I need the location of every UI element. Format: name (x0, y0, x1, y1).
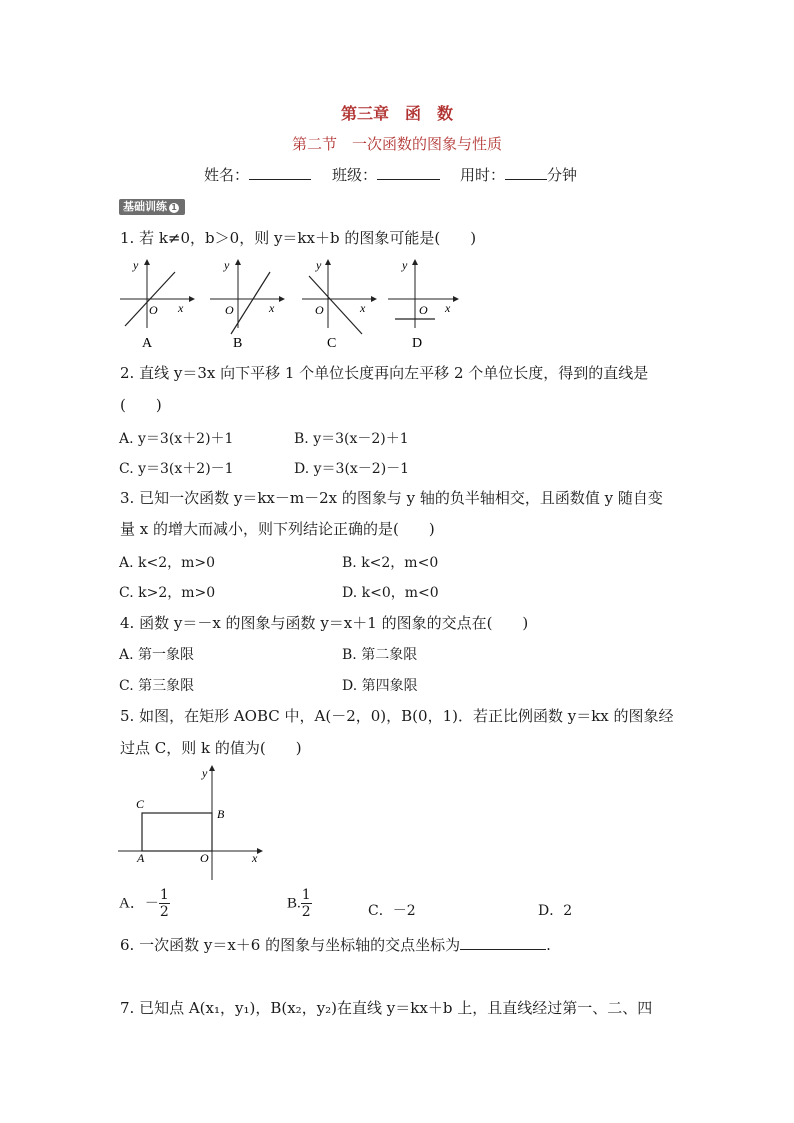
graph-b-origin: O (225, 303, 234, 317)
q5-option-b-fraction (301, 887, 312, 920)
q5-option-b-den: 2 (301, 904, 311, 920)
question-2-line1: 2. 直线 y＝3x 向下平移 1 个单位长度再向左平移 2 个单位长度，得到的直线是 (120, 364, 649, 382)
q3-option-a[interactable]: A. k<2，m>0 (119, 555, 216, 571)
q4-option-d[interactable]: D. 第四象限 (342, 678, 418, 694)
q5-option-a-sign: － (144, 895, 159, 912)
graph-d-label: D (412, 336, 423, 351)
graph-c-label: C (327, 336, 337, 351)
section-title: 第二节 一次函数的图象与性质 (291, 135, 502, 153)
graph-d[interactable] (388, 258, 458, 351)
badge-label: 基础训练 (123, 200, 167, 213)
fig5-point-a: A (137, 851, 145, 865)
time-label: 用时： (460, 166, 506, 184)
question-6 (120, 934, 551, 955)
fig5-origin: O (200, 851, 209, 865)
time-blank[interactable] (505, 165, 547, 180)
fig5-y: y (202, 766, 208, 780)
graph-d-y: y (402, 258, 408, 272)
q3-option-c[interactable]: C. k>2，m>0 (119, 585, 216, 601)
q2-option-b[interactable]: B. y＝3(x－2)＋1 (294, 431, 409, 447)
graph-d-x: x (445, 301, 451, 315)
q2-option-c[interactable]: C. y＝3(x＋2)－1 (119, 461, 234, 477)
question-3-line1: 3. 已知一次函数 y＝kx－m－2x 的图象与 y 轴的负半轴相交，且函数值 y 随自变 (120, 489, 663, 507)
question-4: 4. 函数 y＝－x 的图象与函数 y＝x＋1 的图象的交点在( ) (120, 614, 529, 632)
q5-option-a[interactable] (119, 887, 170, 920)
graph-a-x: x (178, 301, 184, 315)
question-6-answer-blank[interactable] (460, 935, 546, 950)
class-blank[interactable] (377, 165, 440, 180)
class-label: 班级： (332, 166, 378, 184)
q5-option-a-fraction (159, 887, 170, 920)
graph-a-origin: O (149, 303, 158, 317)
q2-option-a[interactable]: A. y＝3(x＋2)＋1 (119, 431, 234, 447)
fig5-point-c: C (136, 797, 145, 811)
graph-b[interactable] (210, 258, 284, 351)
q4-option-b[interactable]: B. 第二象限 (342, 647, 418, 663)
question-1-graphs (112, 256, 472, 352)
name-blank[interactable] (249, 165, 311, 180)
q3-option-b[interactable]: B. k<2，m<0 (342, 555, 439, 571)
q5-option-b-label: B. (287, 895, 301, 912)
practice-badge (119, 199, 185, 215)
q5-option-c[interactable]: C．－2 (368, 903, 416, 919)
question-1: 1. 若 k≠0，b＞0，则 y＝kx＋b 的图象可能是( ) (120, 229, 477, 247)
q4-option-a[interactable]: A. 第一象限 (119, 647, 195, 663)
question-3-line2: 量 x 的增大而减小，则下列结论正确的是( ) (120, 520, 435, 538)
name-label: 姓名： (204, 166, 250, 184)
graph-c-origin: O (315, 303, 324, 317)
q5-option-a-num: 1 (159, 887, 169, 903)
question-6-text: 6. 一次函数 y＝x＋6 的图象与坐标轴的交点坐标为 (120, 936, 461, 954)
question-5-line2: 过点 C，则 k 的值为( ) (120, 739, 302, 757)
time-field (460, 164, 577, 185)
question-5-figure (112, 762, 272, 884)
graph-b-x: x (269, 301, 275, 315)
class-field (332, 164, 440, 185)
question-6-end: . (546, 936, 551, 954)
time-unit: 分钟 (547, 166, 578, 184)
graph-c-x: x (360, 301, 366, 315)
graph-d-origin: O (419, 303, 428, 317)
q5-option-d[interactable]: D．2 (538, 903, 573, 919)
rectangle-aobc (142, 813, 212, 851)
q5-option-a-label: A． (119, 895, 145, 912)
q4-option-c[interactable]: C. 第三象限 (119, 678, 195, 694)
q5-option-b[interactable] (287, 887, 312, 920)
question-5-line1: 5. 如图，在矩形 AOBC 中，A(－2，0)，B(0，1)．若正比例函数 y＝kx 的图象经 (120, 707, 674, 725)
question-7: 7. 已知点 A(x₁，y₁)，B(x₂，y₂)在直线 y＝kx＋b 上，且直线经过第一、二、四 (120, 999, 653, 1017)
graph-c-y: y (316, 258, 322, 272)
fig5-x: x (252, 851, 258, 865)
q5-option-b-num: 1 (301, 887, 311, 903)
graph-a-label: A (142, 336, 153, 351)
graph-a[interactable] (120, 258, 194, 351)
graph-b-label: B (233, 336, 243, 351)
fig5-point-b: B (217, 807, 225, 821)
q5-option-a-den: 2 (159, 904, 169, 920)
graph-c[interactable] (302, 258, 376, 351)
graph-b-y: y (224, 258, 230, 272)
q2-option-d[interactable]: D. y＝3(x－2)－1 (294, 461, 410, 477)
name-field (204, 164, 311, 185)
chapter-title: 第三章 函 数 (340, 104, 453, 123)
q3-option-d[interactable]: D. k<0，m<0 (342, 585, 439, 601)
question-2-line2: ( ) (120, 396, 162, 414)
badge-number: 1 (169, 203, 179, 213)
graph-a-y: y (133, 258, 139, 272)
